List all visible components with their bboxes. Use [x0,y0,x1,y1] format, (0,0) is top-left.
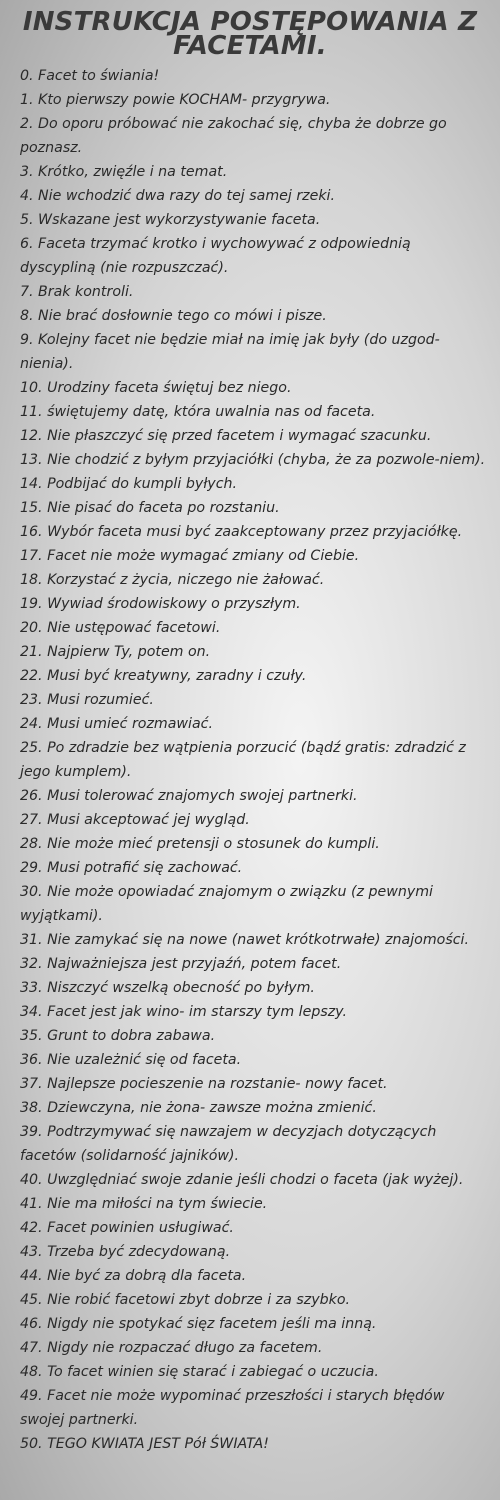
rule-item: 30. Nie może opowiadać znajomym o związku (z pewnymi wyjątkami). [20,884,433,924]
rule-item: 48. To facet winien się starać i zabiegać o uczucia. [20,1364,379,1380]
rule-item: 29. Musi potrafić się zachować. [20,860,243,876]
rule-item: 23. Musi rozumieć. [20,692,154,708]
document-title [0,0,500,61]
rule-item: 4. Nie wchodzić dwa razy do tej samej rzeki. [20,188,336,204]
rule-item: 19. Wywiad środowiskowy o przyszłym. [20,596,301,612]
rule-item: 0. Facet to świania! [20,68,160,84]
rule-item: 8. Nie brać dosłownie tego co mówi i pisze. [20,308,327,324]
rule-item: 49. Facet nie może wypominać przeszłości i starych błędów swojej partnerki. [20,1388,445,1428]
rule-item: 5. Wskazane jest wykorzystywanie faceta. [20,212,321,228]
rule-item: 27. Musi akceptować jej wygląd. [20,812,250,828]
rule-item: 37. Najlepsze pocieszenie na rozstanie- nowy facet. [20,1076,388,1092]
rule-item: 41. Nie ma miłości na tym świecie. [20,1196,268,1212]
rule-item: 14. Podbijać do kumpli byłych. [20,476,238,492]
rule-item: 47. Nigdy nie rozpaczać długo za facetem. [20,1340,323,1356]
rule-item: 32. Najważniejsza jest przyjaźń, potem facet. [20,956,342,972]
rule-item: 31. Nie zamykać się na nowe (nawet krótkotrwałe) znajomości. [20,932,469,948]
rule-item: 6. Faceta trzymać krotko i wychowywać z odpowiednią dyscypliną (nie rozpuszczać). [20,236,411,276]
rule-item: 24. Musi umieć rozmawiać. [20,716,213,732]
rule-item: 9. Kolejny facet nie będzie miał na imię jak były (do uzgod-nienia). [20,332,440,372]
rule-item: 34. Facet jest jak wino- im starszy tym lepszy. [20,1004,347,1020]
rule-item: 50. TEGO KWIATA JEST Pół ŚWIATA! [20,1436,269,1452]
rule-item: 46. Nigdy nie spotykać sięz facetem jeśli ma inną. [20,1316,377,1332]
rule-item: 2. Do oporu próbować nie zakochać się, chyba że dobrze go poznasz. [20,116,447,156]
rule-item: 21. Najpierw Ty, potem on. [20,644,211,660]
rule-item: 33. Niszczyć wszelką obecność po byłym. [20,980,315,996]
rule-item: 26. Musi tolerować znajomych swojej partnerki. [20,788,358,804]
title-line-1: INSTRUKCJA POSTĘPOWANIA Z [22,7,478,37]
rule-item: 1. Kto pierwszy powie KOCHAM- przygrywa. [20,92,331,108]
rule-item: 17. Facet nie może wymagać zmiany od Ciebie. [20,548,360,564]
rule-item: 38. Dziewczyna, nie żona- zawsze można zmienić. [20,1100,377,1116]
rule-item: 15. Nie pisać do faceta po rozstaniu. [20,500,280,516]
rule-item: 45. Nie robić facetowi zbyt dobrze i za szybko. [20,1292,351,1308]
rule-item: 25. Po zdradzie bez wątpienia porzucić (bądź gratis: zdradzić z jego kumplem). [20,740,466,780]
rule-item: 20. Nie ustępować facetowi. [20,620,221,636]
rule-item: 43. Trzeba być zdecydowaną. [20,1244,231,1260]
rule-item: 16. Wybór faceta musi być zaakceptowany przez przyjaciółkę. [20,524,463,540]
rule-item: 35. Grunt to dobra zabawa. [20,1028,216,1044]
rule-item: 40. Uwzględniać swoje zdanie jeśli chodzi o faceta (jak wyżej). [20,1172,464,1188]
rule-item: 44. Nie być za dobrą dla faceta. [20,1268,247,1284]
rules-list [0,64,500,1456]
rule-item: 42. Facet powinien usługiwać. [20,1220,234,1236]
rule-item: 3. Krótko, zwięźle i na temat. [20,164,228,180]
rule-item: 28. Nie może mieć pretensji o stosunek do kumpli. [20,836,380,852]
rule-item: 12. Nie płaszczyć się przed facetem i wymagać szacunku. [20,428,432,444]
title-line-2: FACETAMI. [173,31,327,61]
rule-item: 13. Nie chodzić z byłym przyjaciółki (chyba, że za pozwole-niem). [20,452,486,468]
rule-item: 11. świętujemy datę, która uwalnia nas od faceta. [20,404,376,420]
rule-item: 10. Urodziny faceta świętuj bez niego. [20,380,292,396]
rule-item: 36. Nie uzależnić się od faceta. [20,1052,242,1068]
rule-item: 22. Musi być kreatywny, zaradny i czuły. [20,668,307,684]
rule-item: 7. Brak kontroli. [20,284,134,300]
rule-item: 39. Podtrzymywać się nawzajem w decyzjach dotyczących facetów (solidarność jajników). [20,1124,437,1164]
rule-item: 18. Korzystać z życia, niczego nie żałować. [20,572,325,588]
